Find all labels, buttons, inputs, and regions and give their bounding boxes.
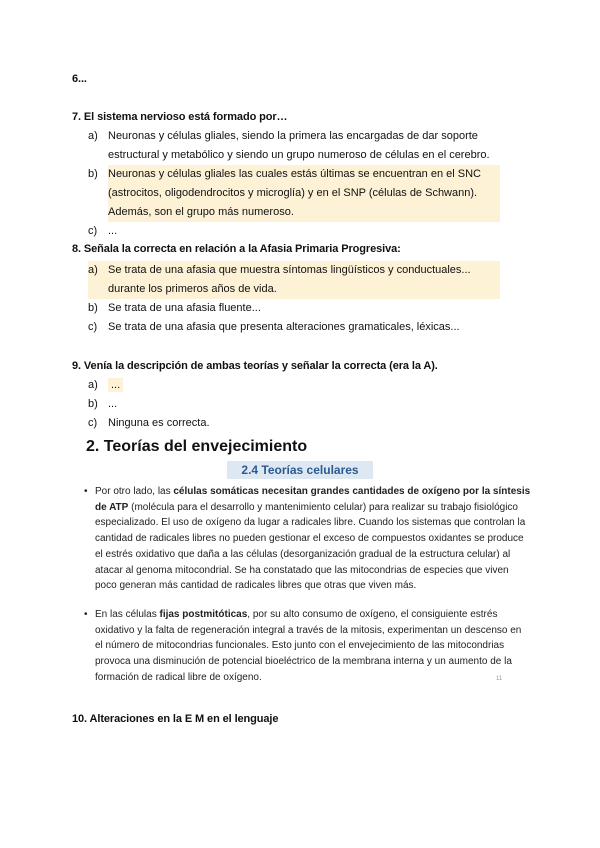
option-letter-highlighted: a) (88, 261, 108, 299)
slide-bullet-2 (84, 607, 531, 686)
bullet-text-part: Por otro lado, las (95, 486, 174, 497)
option-letter: b) (88, 302, 98, 314)
question-7: 7. El sistema nervioso está formado por… (72, 111, 288, 123)
bullet-text-part: , por su alto consumo de oxígeno, el consiguiente estrés oxidativo y la falta de regeneración integral a través de la mitosis, experimentan un descenso en el número de mitocondrias funcionales. Esto junto con el envejecimiento de las mitocondrias provoca una disminución de potencial bioeléctrico de la membrana interna y un aumento de la formación de radical libre de oxígeno. (95, 609, 522, 683)
question-10: 10. Alteraciones en la E M en el lenguaje (72, 713, 279, 725)
question-9: 9. Venía la descripción de ambas teorías y señalar la correcta (era la A). (72, 360, 438, 372)
option-text-highlighted: ... (108, 378, 123, 392)
option-letter: c) (88, 225, 98, 237)
option-letter: a) (88, 379, 98, 391)
option-text: ... (108, 398, 118, 410)
bullet-text-part: En las células (95, 609, 160, 620)
question-8-option-a (88, 261, 500, 299)
option-text: ... (108, 225, 118, 237)
question-6: 6... (72, 73, 87, 85)
option-letter: a) (88, 130, 98, 142)
slide-subtitle: 2.4 Teorías celulares (227, 461, 372, 479)
option-text-highlighted: Se trata de una afasia que muestra síntomas lingüísticos y conductuales... durante los primeros años de vida. (108, 261, 500, 299)
option-text: Se trata de una afasia que presenta alteraciones gramaticales, léxicas... (108, 321, 460, 333)
question-7-option-c (88, 222, 500, 241)
option-text-highlighted: Neuronas y células gliales las cuales estás últimas se encuentran en el SNC (astrocitos, oligodendrocitos y microglía) y en el SNP (células de Schwann). Además, son el grupo más numeroso. (108, 165, 500, 222)
slide-subtitle-wrap (0, 461, 600, 479)
question-9-option-a (88, 376, 500, 395)
option-letter: b) (88, 398, 98, 410)
option-text: Ninguna es correcta. (108, 417, 210, 429)
option-letter: b) (88, 168, 98, 180)
bullet-bold-text: células somáticas necesitan grandes cantidades de oxígeno por la síntesis de ATP (95, 486, 531, 513)
question-8: 8. Señala la correcta en relación a la Afasia Primaria Progresiva: (72, 243, 401, 255)
option-letter: c) (88, 417, 98, 429)
question-9-option-b (88, 395, 500, 414)
slide-bullet-1 (84, 484, 531, 594)
option-text: Neuronas y células gliales, siendo la primera las encargadas de dar soporte estructural y metabólico y siendo un grupo numeroso de células en el cerebro. (108, 130, 490, 161)
slide-heading: 2. Teorías del envejecimiento (86, 438, 308, 455)
slide-page-number: 11 (496, 676, 503, 682)
bullet-text (95, 484, 531, 594)
bullet-bold-text: fijas postmitóticas (159, 609, 248, 620)
bullet-text (95, 607, 531, 686)
bullet-dot-icon: • (84, 609, 88, 620)
bullet-dot-icon: • (84, 486, 88, 497)
question-7-option-b (88, 165, 500, 222)
question-8-option-c (88, 318, 500, 337)
bullet-text-part: (molécula para el desarrollo y mantenimiento celular) para realizar su trabajo fisiológico especializado. El uso de oxígeno da lugar a radicales libre. Cuando los sistemas que controlan la cantidad de radicales libres no pueden gestionar el exceso de compuestos oxidantes se produce el estrés oxidativo que daña a las células (desorganización gradual de la estructura celular) al atacar al genoma mitocondrial. Se ha constatado que las mitocondrias de especies que viven poco generan más cantidad de radicales libres que otras que viven más. (95, 501, 526, 592)
option-letter: c) (88, 321, 98, 333)
question-8-option-b (88, 299, 500, 318)
option-text: Se trata de una afasia fluente... (108, 302, 261, 314)
question-9-option-c (88, 414, 500, 433)
question-7-option-a (88, 127, 500, 165)
